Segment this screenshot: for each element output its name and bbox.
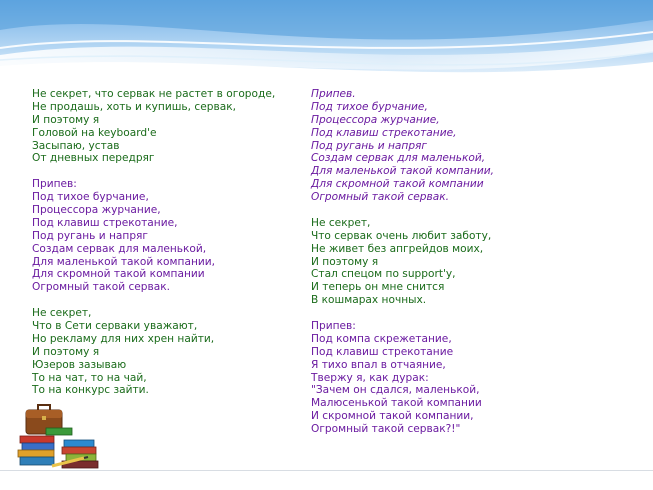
lyric-line: От дневных передряг (32, 152, 155, 165)
spacer (32, 165, 275, 178)
lyric-line: Малюсенькой такой компании (311, 397, 482, 410)
lyric-line: То на чат, то на чай, (32, 371, 147, 384)
lyric-line: Под тихое бурчание, (32, 191, 149, 204)
lyric-line: Твержу я, как дурак: (311, 371, 429, 384)
lyric-line: Для скромной такой компании (32, 268, 205, 281)
lyric-line: И поэтому я (311, 255, 379, 268)
header-wave-background (0, 0, 653, 92)
lyric-line: Создам сервак для маленькой, (32, 242, 207, 255)
lyric-line: Что в Сети серваки уважают, (32, 320, 198, 333)
right-lyrics-column (311, 88, 494, 436)
chorus-1 (32, 178, 275, 294)
lyric-line: Под клавиш стрекотание, (311, 126, 457, 139)
lyric-line: И поэтому я (32, 345, 100, 358)
lyric-line: Под ругань и напряг (32, 229, 148, 242)
lyric-line: И поэтому я (32, 113, 100, 126)
lyric-line: Юзеров зазываю (32, 358, 127, 371)
lyric-line: Стал спецом по support'у, (311, 268, 456, 281)
lyric-line: Но рекламу для них хрен найти, (32, 332, 215, 345)
chorus-2 (311, 88, 494, 204)
lyric-line: Создам сервак для маленькой, (311, 152, 486, 165)
lyric-line: Огромный такой сервак. (311, 191, 450, 204)
verse-3 (311, 217, 494, 307)
lyric-line: Огромный такой сервак?!" (311, 423, 461, 436)
books-and-briefcase-icon (12, 400, 110, 472)
lyric-line: Для скромной такой компании (311, 178, 484, 191)
lyric-line: Не живет без апгрейдов моих, (311, 242, 484, 255)
verse-1 (32, 88, 275, 165)
lyric-line: И скромной такой компании, (311, 410, 474, 423)
chorus-heading: Припев: (311, 320, 356, 333)
lyric-line: "Зачем он сдался, маленькой, (311, 384, 480, 397)
lyric-line: Процессора журчание, (311, 113, 440, 126)
lyric-line: Под клавиш стрекотание (311, 345, 454, 358)
lyric-line: Под тихое бурчание, (311, 100, 428, 113)
lyric-line: И теперь он мне снится (311, 281, 445, 294)
lyric-line: Головой на keyboard'e (32, 126, 157, 139)
chorus-heading: Припев. (311, 88, 356, 100)
lyric-line: В кошмарах ночных. (311, 294, 427, 307)
lyric-line: Под ругань и напряг (311, 139, 427, 152)
spacer (311, 204, 494, 217)
lyric-line: Не секрет, (311, 216, 371, 229)
spacer (311, 307, 494, 320)
lyric-line: Под клавиш стрекотание, (32, 216, 178, 229)
lyric-line: Что сервак очень любит заботу, (311, 229, 492, 242)
verse-2 (32, 307, 275, 397)
lyric-line: Не секрет, (32, 307, 92, 320)
lyric-line: То на конкурс зайти. (32, 384, 149, 397)
lyric-line: Я тихо впал в отчаяние, (311, 358, 446, 371)
lyric-line: Для маленькой такой компании, (311, 165, 495, 178)
lyric-line: Для маленькой такой компании, (32, 255, 216, 268)
spacer (32, 294, 275, 307)
lyric-line: Огромный такой сервак. (32, 281, 171, 294)
lyric-line: Не продашь, хоть и купишь, сервак, (32, 100, 236, 113)
bottom-divider (0, 470, 653, 471)
chorus-heading: Припев: (32, 178, 77, 191)
lyric-line: Засыпаю, устав (32, 139, 120, 152)
final-chorus (311, 320, 494, 436)
lyric-line: Под компа скрежетание, (311, 332, 452, 345)
left-lyrics-column (32, 88, 275, 397)
lyric-line: Процессора журчание, (32, 204, 161, 217)
lyric-line: Не секрет, что сервак не растет в огороде, (32, 88, 276, 100)
